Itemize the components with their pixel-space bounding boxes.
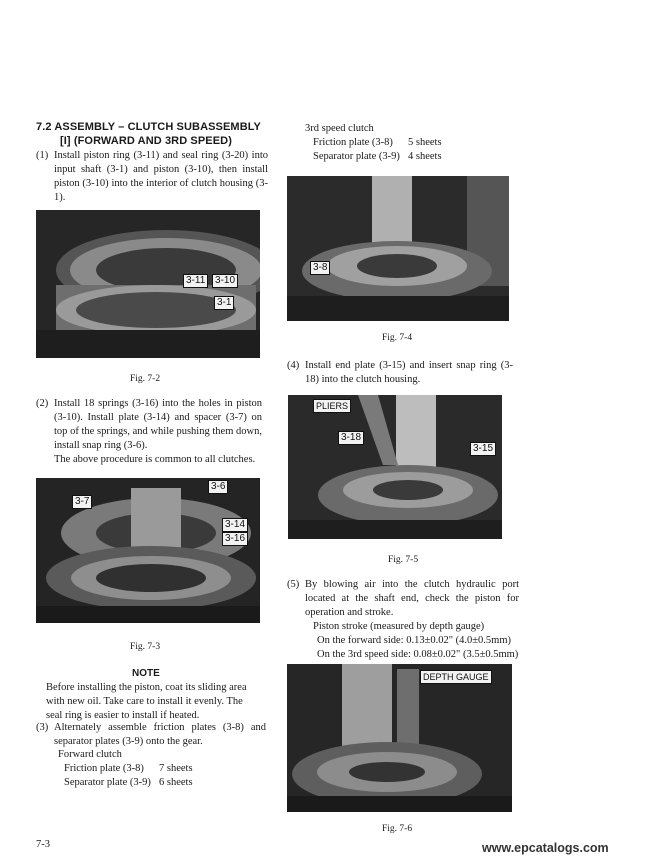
step-5-text: By blowing air into the clutch hydraulic port located at the shaft end, check the piston for operation and stroke. bbox=[305, 579, 519, 618]
step-5 bbox=[287, 578, 519, 620]
step-2-text: Install 18 springs (3-16) into the holes in piston (3-10). Install plate (3-14) and spacer (3-7) on top of the springs, and while pushing them down, install snap ring (3-6). bbox=[54, 398, 262, 451]
fig-7-4-illustration bbox=[287, 176, 509, 321]
fig-7-3-caption: Fig. 7-3 bbox=[130, 642, 161, 652]
fig-7-6-label-depth-gauge: DEPTH GAUGE bbox=[420, 670, 492, 684]
fig-7-3-label-3-6: 3-6 bbox=[208, 480, 228, 494]
fig-7-2-caption: Fig. 7-2 bbox=[130, 374, 161, 384]
section-heading-line1: 7.2 ASSEMBLY – CLUTCH SUBASSEMBLY bbox=[36, 121, 261, 133]
step-4-text: Install end plate (3-15) and insert snap ring (3-18) into the clutch housing. bbox=[305, 360, 513, 385]
note-title: NOTE bbox=[132, 668, 160, 679]
fig-7-5-label-3-15: 3-15 bbox=[470, 442, 496, 456]
step-2-extra: The above procedure is common to all clutches. bbox=[54, 454, 256, 465]
fig-7-2-label-3-10: 3-10 bbox=[212, 274, 238, 288]
forward-row bbox=[64, 776, 258, 790]
third-row-value: 4 sheets bbox=[408, 151, 442, 162]
forward-clutch-title: Forward clutch bbox=[58, 749, 122, 760]
step-4-number: (4) bbox=[287, 360, 300, 371]
fig-7-2-label-3-1: 3-1 bbox=[214, 296, 234, 310]
section-heading-line2: [I] (FORWARD AND 3RD SPEED) bbox=[60, 135, 232, 147]
third-row bbox=[313, 136, 525, 150]
fig-7-6-caption: Fig. 7-6 bbox=[382, 824, 413, 834]
fig-7-3-label-3-16: 3-16 bbox=[222, 532, 248, 546]
fig-7-4-label-3-8: 3-8 bbox=[310, 261, 330, 275]
page-number: 7-3 bbox=[36, 839, 50, 850]
forward-row-value: 6 sheets bbox=[159, 777, 193, 788]
step-3 bbox=[36, 721, 266, 749]
forward-row-key: Separator plate (3-9) bbox=[64, 777, 151, 788]
piston-stroke-forward: On the forward side: 0.13±0.02" (4.0±0.5mm) bbox=[317, 635, 511, 646]
step-3-number: (3) bbox=[36, 722, 49, 733]
step-1-number: (1) bbox=[36, 150, 49, 161]
step-5-number: (5) bbox=[287, 579, 300, 590]
fig-7-3-photo bbox=[36, 478, 260, 623]
step-3-text: Alternately assemble friction plates (3-8) and separator plates (3-9) onto the gear. bbox=[54, 722, 266, 747]
forward-row-key: Friction plate (3-8) bbox=[64, 763, 144, 774]
step-2 bbox=[36, 397, 262, 467]
third-speed-title: 3rd speed clutch bbox=[305, 123, 374, 134]
fig-7-5-label-3-18: 3-18 bbox=[338, 431, 364, 445]
fig-7-6-photo bbox=[287, 664, 512, 812]
section-heading bbox=[36, 120, 276, 148]
third-row bbox=[313, 150, 525, 164]
third-speed-block bbox=[305, 122, 525, 164]
fig-7-3-label-3-7: 3-7 bbox=[72, 495, 92, 509]
piston-stroke-block bbox=[307, 620, 537, 662]
fig-7-3-illustration bbox=[36, 478, 260, 623]
fig-7-5-photo bbox=[288, 395, 502, 539]
third-row-key: Friction plate (3-8) bbox=[313, 137, 393, 148]
fig-7-6-illustration bbox=[287, 664, 512, 812]
fig-7-2-label-3-11: 3-11 bbox=[183, 274, 208, 288]
step-4 bbox=[287, 359, 513, 387]
watermark: www.epcatalogs.com bbox=[482, 841, 609, 855]
fig-7-4-caption: Fig. 7-4 bbox=[382, 333, 413, 343]
fig-7-5-illustration bbox=[288, 395, 502, 539]
step-1-text: Install piston ring (3-11) and seal ring (3-20) into input shaft (3-1) and piston (3-10), then install piston (3-10) into the interior of clutch housing (3-1). bbox=[54, 150, 268, 203]
fig-7-5-caption: Fig. 7-5 bbox=[388, 555, 419, 565]
piston-stroke-title: Piston stroke (measured by depth gauge) bbox=[313, 621, 485, 632]
forward-clutch-block bbox=[58, 748, 258, 790]
piston-stroke-third: On the 3rd speed side: 0.08±0.02" (3.5±0.5mm) bbox=[317, 649, 519, 660]
third-row-value: 5 sheets bbox=[408, 137, 442, 148]
step-1 bbox=[36, 149, 268, 205]
third-row-key: Separator plate (3-9) bbox=[313, 151, 400, 162]
fig-7-4-photo bbox=[287, 176, 509, 321]
fig-7-5-label-pliers: PLIERS bbox=[313, 399, 351, 413]
step-2-number: (2) bbox=[36, 398, 49, 409]
forward-row-value: 7 sheets bbox=[159, 763, 193, 774]
forward-row bbox=[64, 762, 258, 776]
fig-7-3-label-3-14: 3-14 bbox=[222, 518, 248, 532]
note-text: Before installing the piston, coat its sliding area with new oil. Take care to install it evenly. The seal ring is easier to install if heated. bbox=[46, 682, 247, 721]
